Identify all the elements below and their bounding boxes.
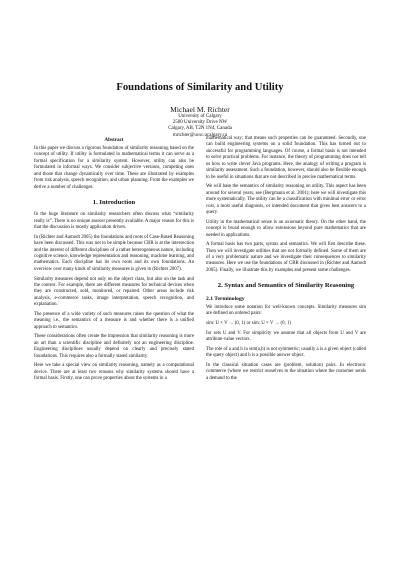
intro-paragraph: In (Richter and Aamodt 2005) the foundations and roots of Case-Based Reasoning have been discussed. This was not to be simple because CBR is at the intersection and the interest of different disciplines of a rather heterogeneous nature, including cognitive science, knowledge representation and reasoning, machine learning, and mathematics. Each discipline has its own roots and its own foundations. An overview over many kinds of similarity measures is given in (Richter 2007). xyxy=(34,234,194,272)
author-name: Michael M. Richter xyxy=(170,105,230,114)
section-2-heading: 2. Syntax and Semantics of Similarity Reasoning xyxy=(217,282,355,290)
right-column xyxy=(206,136,366,386)
body-paragraph: In the classical situation cases are (problem, solution) pairs. In electronic commerce (where we restrict ourselves to the situation where the customer sends a demand to the xyxy=(206,362,366,381)
author-email: mrichter@ucsc.ucalgary.ca xyxy=(172,132,228,138)
intro-paragraph: Here we take a special view on similarity reasoning, namely as a computational device. There are at least two reasons why similarity systems should have a formal basis. Firstly, one can prove properties about the systems in a xyxy=(34,363,194,382)
body-paragraph: A formal basis has two parts, syntax and semantics. We will first describe these. Then we will investigate utilities that are not formally defined. Some of them are of a very problematic nature and we investigate their consequences to similarity measures. Here we use the foundations of CBR discussed in (Richter and Aamodt 2005). Finally, we illustrate this by examples and present some challenges. xyxy=(206,242,366,273)
author-address-line-1: 2500 University Drive NW xyxy=(172,120,228,126)
intro-paragraph: The presence of a wide variety of such measures raises the question of what the meaning i.e., the semantics of a measure is and whether there is a unified approach to semantics. xyxy=(34,311,194,330)
body-paragraph: mathematical way; that means such properties can be guaranteed. Secondly, one can build engineering systems on a solid foundation. This has turned out to successful for programming languages. Of course, a formal basis is not intended to solve practical problems. For instance, the theory of programming does not tell us how to write clever Java programs. Here, the analogy of writing a program is similarity assessment. Such a foundation, however, should also be flexible enough to be useful in situations that are not described in precise mathematical terms. xyxy=(206,136,366,180)
body-paragraph: We will base the semantics of similarity reasoning on utility. This aspect has been around for several years, see (Bergmann et al. 2001); here we will investigate this more systematically. The utility can be a classification with minimal error or error cost, a most useful diagnosis, or intended document that gives best answers to a query. xyxy=(206,184,366,215)
intro-paragraph: These considerations often create the impression that similarity reasoning is more an art than a scientific discipline and definitely not an engineering discipline. Engineering disciplines usually depend on clearly and precisely stated foundations. This requires also a formally stated similarity. xyxy=(34,334,194,359)
intro-paragraph: In the huge literature on similarity researchers often discuss what “similarity really is”. There is no unique answer presently available. A major reason for this is that the discussion is mostly application driven. xyxy=(34,212,194,231)
intro-paragraph: Similarity measures depend not only on the object class, but also on the task and the context. For example, there are different measures for technical devices when they are constructed, sold, monitored, or repaired. Other areas include risk analysis, e-commerce tasks, image interpretation, speech recognition, and explanation. xyxy=(34,276,194,308)
abstract-text: In this paper we discuss a rigorous foundation of similarity reasoning based on the concept of utility. If utility is formulated in mathematical terms it can serve as a formal specification for a similarity system. However, utility can also be formulated in informal ways. We consider subjective versions, competing ones and those that change dynamically over time. These are illustrated by examples from risk analysis, speech recognition, and urban planning. From the examples we derive a number of challenges. xyxy=(34,145,194,190)
author-address-line-2: Calgary, AB, T2N 1N4, Canada xyxy=(168,126,232,132)
body-paragraph: The role of a and b in sim(a,b) is not symmetric; usually a is a given object (called the query object) and b is a possible answer object. xyxy=(206,346,366,359)
body-paragraph: We introduce some notation for well-known concepts. Similarity measures sim are defined on ordered pairs: xyxy=(206,304,366,317)
two-column-body xyxy=(34,136,366,386)
section-1-heading: 1. Introduction xyxy=(92,198,136,206)
paper-title: Foundations of Similarity and Utility xyxy=(116,82,284,93)
body-paragraph: Utility in the mathematical sense is an axiomatic theory. On the other hand, the concept is broad enough to allow extensions beyond pure mathematics that are needed in applications. xyxy=(206,219,366,238)
similarity-equation: sim: U × V → (0, 1) or sim: U × V → (0, 1) xyxy=(206,321,292,327)
author-block xyxy=(34,105,366,139)
left-column xyxy=(34,136,194,386)
abstract-heading: Abstract xyxy=(104,137,124,143)
author-affiliation: University of Calgary xyxy=(178,114,222,120)
subsection-2-1-heading: 2.1 Terminology xyxy=(206,295,245,302)
body-paragraph: for sets U and V. For simplicity we assume that all objects from U and V are attribute-value vectors. xyxy=(206,330,366,343)
